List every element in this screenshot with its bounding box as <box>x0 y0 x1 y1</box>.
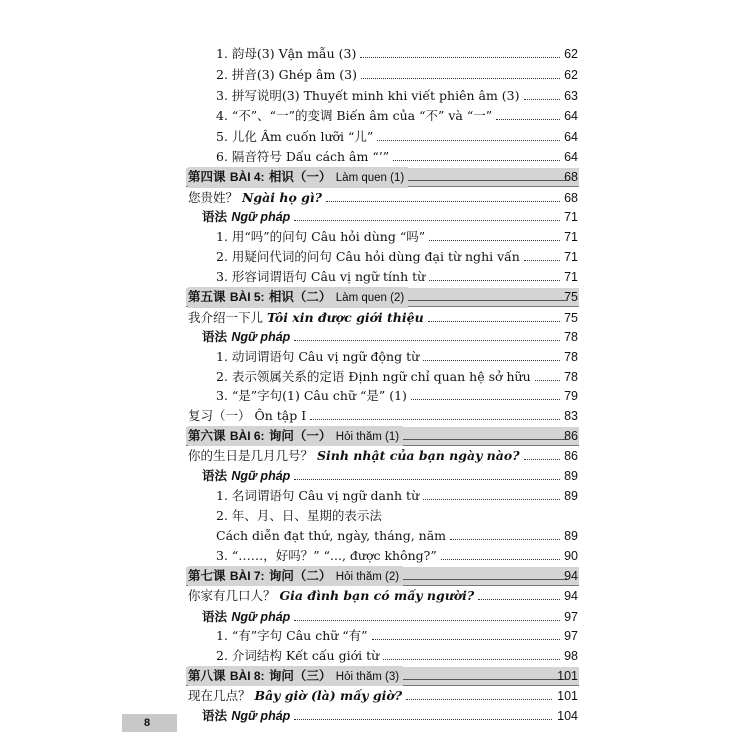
toc-entry-item[interactable] <box>0 147 750 167</box>
toc-entry-item[interactable] <box>0 65 750 85</box>
grammar-label-vn: Ngữ pháp <box>231 210 291 224</box>
dot-leader <box>478 599 566 600</box>
lesson-topic-cn: 询问（一） <box>268 428 332 443</box>
toc-entry-title <box>202 207 294 227</box>
grammar-label-cn: 语法 <box>202 329 228 344</box>
lesson-topic-vn: Hỏi thăm (3) <box>335 671 400 683</box>
page-number-ref: 101 <box>557 669 578 683</box>
lesson-topic-cn: 询问（三） <box>268 668 332 683</box>
review-title-vn: Ôn tập I <box>254 408 307 423</box>
toc-entry-lesson[interactable] <box>0 566 750 586</box>
dot-leader <box>450 539 566 540</box>
toc-entry-title <box>216 646 383 666</box>
toc-entry-lesson[interactable] <box>0 666 750 686</box>
toc-entry-plain[interactable] <box>0 506 750 526</box>
lesson-number-cn: 第五课 <box>188 289 226 304</box>
dot-leader <box>403 679 566 680</box>
grammar-label-cn: 语法 <box>202 609 228 624</box>
entry-text: 2. 拼音(3) Ghép âm (3) <box>216 67 357 82</box>
toc-entry-title <box>188 446 524 466</box>
page-number-ref: 71 <box>560 267 578 287</box>
dot-leader <box>393 160 566 161</box>
dot-leader <box>408 300 566 301</box>
toc-entry-title <box>216 147 393 167</box>
dialog-title-cn: 现在几点？ <box>188 688 251 703</box>
toc-entry-lesson[interactable] <box>0 426 750 446</box>
dot-leader <box>294 340 566 341</box>
toc-entry-item[interactable] <box>0 626 750 646</box>
toc-entry-grammar[interactable] <box>0 706 750 726</box>
page-number-ref: 104 <box>553 706 578 726</box>
toc-entry-lesson[interactable] <box>0 287 750 307</box>
dot-leader <box>441 559 566 560</box>
toc-entry-title <box>216 367 535 387</box>
dot-leader <box>403 579 566 580</box>
toc-entry-item[interactable] <box>0 267 750 287</box>
toc-entry-title <box>188 426 403 447</box>
toc-entry-item[interactable] <box>0 127 750 147</box>
toc-entry-title <box>188 566 403 587</box>
page-number-ref: 75 <box>564 290 578 304</box>
toc-entry-item[interactable] <box>0 227 750 247</box>
dot-leader <box>361 78 566 79</box>
entry-text: 6. 隔音符号 Dấu cách âm “’” <box>216 149 390 164</box>
dot-leader <box>496 119 566 120</box>
page-number-ref: 71 <box>560 207 578 227</box>
page-number-ref: 62 <box>560 65 578 85</box>
toc-entry-review[interactable] <box>0 406 750 426</box>
lesson-topic-vn: Làm quen (1) <box>335 172 405 184</box>
page-number-ref: 68 <box>560 188 578 208</box>
lesson-number-cn: 第四课 <box>188 169 226 184</box>
lesson-number-vn: BÀI 8: <box>229 669 265 683</box>
toc-entry-title <box>216 86 524 106</box>
page-number-ref: 89 <box>560 526 578 546</box>
dot-leader <box>406 699 566 700</box>
toc-entry-item[interactable] <box>0 486 750 506</box>
page-number-ref: 83 <box>560 406 578 426</box>
page-number-ref: 98 <box>560 646 578 666</box>
dot-leader <box>294 719 566 720</box>
dot-leader <box>403 439 566 440</box>
toc-entry-title <box>202 327 294 347</box>
page-number-ref: 101 <box>553 686 578 706</box>
lesson-number-cn: 第八课 <box>188 668 226 683</box>
toc-entry-item[interactable] <box>0 646 750 666</box>
toc-entry-item[interactable] <box>0 546 750 566</box>
lesson-topic-cn: 相识（一） <box>268 169 332 184</box>
page-number-ref: 71 <box>560 247 578 267</box>
toc-entry-title <box>216 526 450 546</box>
page-number-ref: 94 <box>560 586 578 606</box>
toc-entry-title <box>188 406 310 426</box>
toc-entry-title <box>216 486 423 506</box>
grammar-label-cn: 语法 <box>202 468 228 483</box>
dot-leader <box>310 419 566 420</box>
toc-entry-title <box>216 506 386 526</box>
toc-entry-item[interactable] <box>0 247 750 267</box>
toc-entry-title <box>216 386 411 406</box>
toc-entry-dialog[interactable] <box>0 686 750 706</box>
page-number-ref: 97 <box>560 607 578 627</box>
entry-text: 3. “……，好吗？” “..., được không?” <box>216 548 437 563</box>
dot-leader <box>429 240 566 241</box>
page-number-tab <box>122 714 177 732</box>
grammar-label-cn: 语法 <box>202 209 228 224</box>
entry-text: 2. 表示领属关系的定语 Định ngữ chỉ quan hệ sở hữu <box>216 369 531 384</box>
toc-entry-title <box>216 127 377 147</box>
lesson-topic-vn: Làm quen (2) <box>335 292 405 304</box>
grammar-label-cn: 语法 <box>202 708 228 723</box>
toc-entry-dialog[interactable] <box>0 446 750 466</box>
dot-leader <box>294 479 566 480</box>
dot-leader <box>294 620 566 621</box>
entry-text: 1. 动词谓语句 Câu vị ngữ động từ <box>216 349 420 364</box>
toc-entry-title <box>188 188 326 208</box>
toc-entry-title <box>216 227 429 247</box>
lesson-number-cn: 第六课 <box>188 428 226 443</box>
dot-leader <box>326 201 566 202</box>
toc-entry-title <box>188 666 403 687</box>
entry-text: 1. 名词谓语句 Câu vị ngữ danh từ <box>216 488 420 503</box>
page-number-ref: 64 <box>560 127 578 147</box>
toc-entry-item[interactable] <box>0 367 750 387</box>
toc-entry-lesson[interactable] <box>0 167 750 187</box>
toc-entry-title <box>216 65 361 85</box>
entry-text: 3. 拼写说明(3) Thuyết minh khi viết phiên âm (3) <box>216 88 520 103</box>
dialog-title-cn: 我介绍一下儿 <box>188 310 264 325</box>
dot-leader <box>294 220 566 221</box>
toc-entry-title <box>188 167 408 188</box>
entry-text: Cách diễn đạt thứ, ngày, tháng, năm <box>216 528 447 543</box>
lesson-topic-cn: 询问（二） <box>268 568 332 583</box>
review-title-cn: 复习（一） <box>188 408 251 423</box>
dot-leader <box>383 659 566 660</box>
page-number: 8 <box>144 717 151 729</box>
toc-entry-title <box>202 607 294 627</box>
toc-entry-item[interactable] <box>0 44 750 64</box>
dot-leader <box>428 321 566 322</box>
toc-entry-item[interactable] <box>0 86 750 106</box>
dialog-title-vn: Tôi xin được giới thiệu <box>267 310 424 325</box>
page-number-ref: 78 <box>560 347 578 367</box>
page-number-ref: 62 <box>560 44 578 64</box>
dot-leader <box>360 57 566 58</box>
lesson-number-vn: BÀI 5: <box>229 290 265 304</box>
toc-entry-title <box>216 44 360 64</box>
dialog-title-cn: 你家有几口人？ <box>188 588 276 603</box>
page-number-ref: 86 <box>560 446 578 466</box>
dialog-title-vn: Ngài họ gì? <box>242 190 322 205</box>
toc-entry-title <box>202 466 294 486</box>
entry-text: 4. “不”、“一”的变调 Biến âm của “不” và “一” <box>216 108 493 123</box>
toc-entry-item[interactable] <box>0 106 750 126</box>
entry-text: 2. 介词结构 Kết cấu giới từ <box>216 648 380 663</box>
toc-entry-title <box>216 267 429 287</box>
entry-text: 3. 形容词谓语句 Câu vị ngữ tính từ <box>216 269 426 284</box>
dot-leader <box>372 639 566 640</box>
dot-leader <box>423 499 566 500</box>
page-number-ref: 89 <box>560 486 578 506</box>
toc-entry-title <box>188 287 408 308</box>
page-number-ref: 94 <box>564 569 578 583</box>
entry-text: 1. 韵母(3) Vận mẫu (3) <box>216 46 357 61</box>
lesson-topic-cn: 相识（二） <box>268 289 332 304</box>
page-number-ref: 63 <box>560 86 578 106</box>
page-number-ref: 75 <box>560 308 578 328</box>
toc-entry-item[interactable] <box>0 347 750 367</box>
page-number-ref: 78 <box>560 327 578 347</box>
toc-entry-dialog[interactable] <box>0 308 750 328</box>
toc-entry-grammar[interactable] <box>0 327 750 347</box>
toc-entry-title <box>188 586 478 606</box>
entry-text: 3. “是”字句(1) Câu chữ “是” (1) <box>216 388 407 403</box>
toc-entry-grammar[interactable] <box>0 207 750 227</box>
dialog-title-vn: Sinh nhật của bạn ngày nào? <box>317 448 520 463</box>
lesson-number-vn: BÀI 4: <box>229 170 265 184</box>
grammar-label-vn: Ngữ pháp <box>231 330 291 344</box>
toc-entry-grammar[interactable] <box>0 607 750 627</box>
page-number-ref: 64 <box>560 147 578 167</box>
page-number-ref: 89 <box>560 466 578 486</box>
page-number-ref: 71 <box>560 227 578 247</box>
toc-entry-item[interactable] <box>0 526 750 546</box>
toc-entry-title <box>216 546 441 566</box>
dialog-title-vn: Bây giờ (là) mấy giờ? <box>254 688 403 703</box>
dot-leader <box>377 140 566 141</box>
page-number-ref: 86 <box>564 429 578 443</box>
toc-entry-dialog[interactable] <box>0 188 750 208</box>
dot-leader <box>429 280 566 281</box>
toc-entry-title <box>216 106 496 126</box>
dot-leader <box>411 399 566 400</box>
dialog-title-cn: 你的生日是几月几号？ <box>188 448 314 463</box>
grammar-label-vn: Ngữ pháp <box>231 469 291 483</box>
page-number-ref: 90 <box>560 546 578 566</box>
lesson-topic-vn: Hỏi thăm (2) <box>335 571 400 583</box>
entry-text: 2. 用疑问代词的问句 Câu hỏi dùng đại từ nghi vấn <box>216 249 520 264</box>
grammar-label-vn: Ngữ pháp <box>231 709 291 723</box>
entry-text: 2. 年、月、日、星期的表示法 <box>216 508 382 523</box>
entry-text: 1. “有”字句 Câu chữ “有” <box>216 628 368 643</box>
toc-entry-title <box>188 686 406 706</box>
dot-leader <box>408 180 566 181</box>
page-number-ref: 64 <box>560 106 578 126</box>
page-number-ref: 78 <box>560 367 578 387</box>
toc-entry-title <box>202 706 294 726</box>
lesson-number-vn: BÀI 7: <box>229 569 265 583</box>
toc-entry-dialog[interactable] <box>0 586 750 606</box>
entry-text: 1. 用“吗”的问句 Câu hỏi dùng “吗” <box>216 229 426 244</box>
lesson-topic-vn: Hỏi thăm (1) <box>335 431 400 443</box>
page-number-ref: 68 <box>564 170 578 184</box>
toc-entry-grammar[interactable] <box>0 466 750 486</box>
dialog-title-vn: Gia đình bạn có mấy người? <box>279 588 475 603</box>
lesson-number-cn: 第七课 <box>188 568 226 583</box>
dot-leader <box>423 360 566 361</box>
toc-entry-item[interactable] <box>0 386 750 406</box>
toc-entry-title <box>188 308 428 328</box>
toc-entry-title <box>216 247 524 267</box>
entry-text: 5. 儿化 Âm cuốn lưỡi “儿” <box>216 129 374 144</box>
grammar-label-vn: Ngữ pháp <box>231 610 291 624</box>
page-number-ref: 97 <box>560 626 578 646</box>
lesson-number-vn: BÀI 6: <box>229 429 265 443</box>
toc-entry-title <box>216 347 423 367</box>
page-number-ref: 79 <box>560 386 578 406</box>
dialog-title-cn: 您贵姓？ <box>188 190 239 205</box>
toc-entry-title <box>216 626 372 646</box>
